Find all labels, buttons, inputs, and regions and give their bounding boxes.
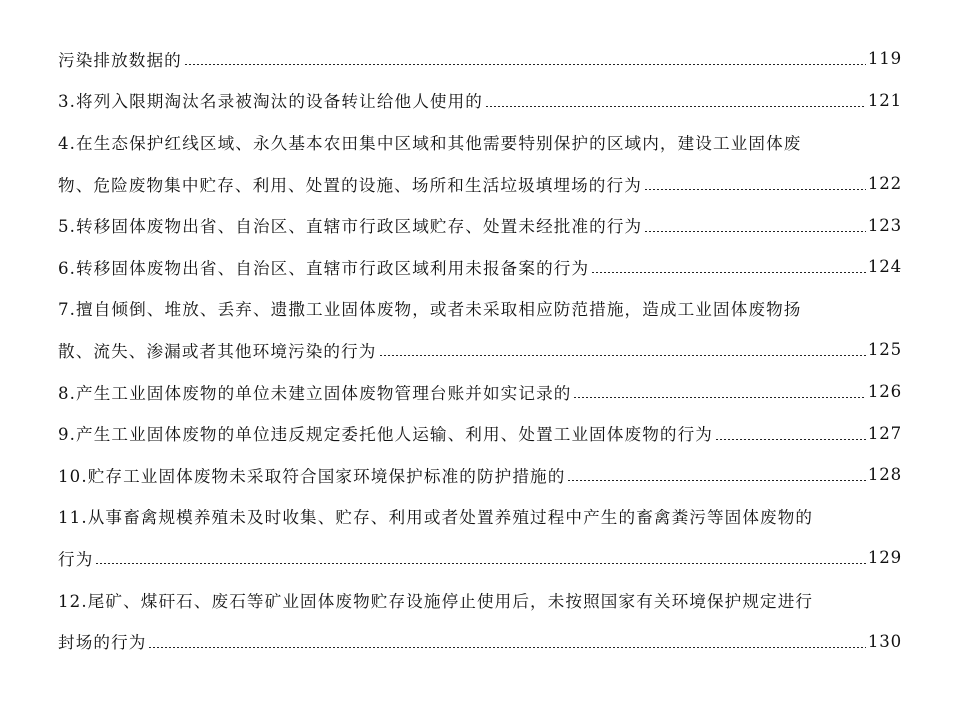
toc-line[interactable]	[58, 620, 902, 662]
toc-page-number: 119	[867, 49, 902, 69]
toc-line[interactable]	[58, 496, 902, 538]
toc-line[interactable]	[58, 371, 902, 413]
toc-entry-text: 行为	[58, 549, 94, 569]
toc-line[interactable]	[58, 537, 902, 579]
toc-page-number: 129	[867, 548, 902, 568]
toc-page-number: 121	[867, 90, 902, 110]
dot-leader	[567, 480, 866, 481]
toc-entry-text: 物、危险废物集中贮存、利用、处置的设施、场所和生活垃圾填埋场的行为	[58, 175, 642, 195]
toc-page-number: 130	[867, 631, 902, 651]
toc-entry-text: 封场的行为	[58, 633, 147, 653]
toc-line[interactable]	[58, 288, 902, 330]
toc-entry-text: 11.从事畜禽规模养殖未及时收集、贮存、利用或者处置养殖过程中产生的畜禽粪污等固体废物的	[58, 508, 814, 528]
toc-line[interactable]	[58, 121, 902, 163]
dot-leader	[148, 647, 865, 648]
dot-leader	[715, 439, 866, 440]
toc-page-number: 125	[867, 340, 902, 360]
toc-entry-text: 7.擅自倾倒、堆放、丢弃、遗撒工业固体废物，或者未采取相应防范措施，造成工业固体废物扬	[58, 300, 802, 320]
dot-leader	[95, 563, 866, 564]
toc-line[interactable]	[58, 329, 902, 371]
toc-entry-text: 8.产生工业固体废物的单位未建立固体废物管理台账并如实记录的	[58, 383, 572, 403]
toc-page-number: 124	[867, 257, 902, 277]
toc-entry-text: 4.在生态保护红线区域、永久基本农田集中区域和其他需要特别保护的区域内，建设工业固体废	[58, 133, 802, 153]
toc-line[interactable]	[58, 412, 902, 454]
toc-entry-text: 3.将列入限期淘汰名录被淘汰的设备转让给他人使用的	[58, 92, 483, 112]
toc-entry-text: 9.产生工业固体废物的单位违反规定委托他人运输、利用、处置工业固体废物的行为	[58, 425, 714, 445]
toc-line[interactable]	[58, 204, 902, 246]
toc-entry-text: 散、流失、渗漏或者其他环境污染的行为	[58, 341, 377, 361]
toc-entry-text: 6.转移固体废物出省、自治区、直辖市行政区域利用未报备案的行为	[58, 258, 590, 278]
toc-page-number: 126	[867, 382, 902, 402]
dot-leader	[591, 272, 866, 273]
toc-page-number: 128	[867, 465, 902, 485]
toc-entry-text: 5.转移固体废物出省、自治区、直辖市行政区域贮存、处置未经批准的行为	[58, 217, 643, 237]
dot-leader	[573, 397, 865, 398]
toc-entry-text: 10.贮存工业固体废物未采取符合国家环境保护标准的防护措施的	[58, 466, 566, 486]
toc-page-number: 127	[867, 423, 902, 443]
dot-leader	[485, 106, 866, 107]
toc-entry-text: 12.尾矿、煤矸石、废石等矿业固体废物贮存设施停止使用后，未按照国家有关环境保护规定进行	[58, 591, 814, 611]
dot-leader	[184, 64, 866, 65]
toc-line[interactable]	[58, 454, 902, 496]
toc-page-number: 123	[867, 215, 902, 235]
table-of-contents	[58, 38, 902, 662]
toc-line[interactable]	[58, 246, 902, 288]
toc-line[interactable]	[58, 163, 902, 205]
toc-line[interactable]	[58, 80, 902, 122]
dot-leader	[644, 189, 866, 190]
dot-leader	[379, 355, 866, 356]
dot-leader	[644, 231, 866, 232]
toc-line[interactable]	[58, 579, 902, 621]
toc-page-number: 122	[867, 174, 902, 194]
toc-line[interactable]	[58, 38, 902, 80]
toc-entry-text: 污染排放数据的	[58, 50, 182, 70]
